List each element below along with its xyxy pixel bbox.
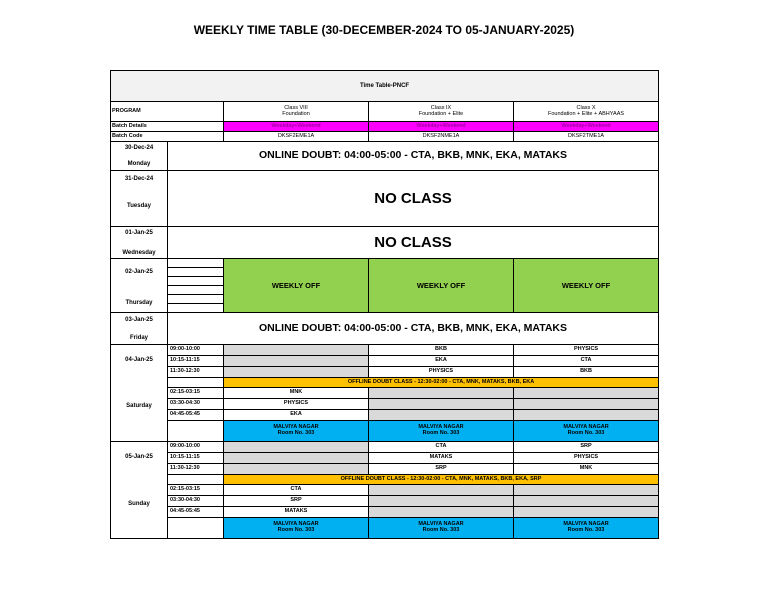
time-cell: 09:00-10:00 — [168, 442, 224, 453]
class-viii-header: Class VIII Foundation — [224, 102, 369, 122]
empty-slot — [514, 507, 659, 518]
empty-slot — [224, 367, 369, 378]
empty-slot — [514, 388, 659, 399]
time-cell: 09:00-10:00 — [168, 345, 224, 356]
empty-slot — [369, 507, 514, 518]
subject-cell: SRP — [369, 464, 514, 475]
empty-slot — [369, 410, 514, 421]
time-cell — [168, 518, 224, 539]
subject-cell: MNK — [224, 388, 369, 399]
venue-viii: MALVIYA NAGAR Room No. 303 — [224, 421, 369, 442]
class-x-header: Class X Foundation + Elite + ABHYAAS — [514, 102, 659, 122]
tuesday-date-cell: 31-Dec-24 Tuesday — [111, 171, 168, 227]
weekly-off-viii: WEEKLY OFF — [224, 259, 369, 313]
empty-slot — [224, 442, 369, 453]
venue-ix: MALVIYA NAGAR Room No. 303 — [369, 518, 514, 539]
empty-slot — [514, 399, 659, 410]
subject-cell: MATAKS — [224, 507, 369, 518]
sunday-date-cell: 05-Jan-25 Sunday — [111, 442, 168, 539]
venue-ix: MALVIYA NAGAR Room No. 303 — [369, 421, 514, 442]
subject-cell: PHYSICS — [514, 453, 659, 464]
saturday-offline-doubt: OFFLINE DOUBT CLASS - 12:30-02:00 - CTA, MNK, MATAKS, BKB, EKA — [224, 378, 659, 388]
time-cell: 11:30-12:30 — [168, 367, 224, 378]
batch-details-viii: Weekday+Weekend — [224, 122, 369, 132]
empty-slot — [369, 388, 514, 399]
time-cell — [168, 295, 224, 304]
subject-cell: CTA — [369, 442, 514, 453]
subject-cell: MATAKS — [369, 453, 514, 464]
time-cell — [168, 259, 224, 268]
batch-code-viii: DKSF2EME1A — [224, 132, 369, 142]
timetable — [110, 70, 659, 539]
batch-code-ix: DKSF2NME1A — [369, 132, 514, 142]
empty-slot — [514, 410, 659, 421]
wednesday-note: NO CLASS — [168, 227, 659, 259]
subject-cell: BKB — [369, 345, 514, 356]
time-cell: 02:15-03:15 — [168, 388, 224, 399]
subject-cell: EKA — [369, 356, 514, 367]
empty-slot — [224, 356, 369, 367]
time-cell — [168, 277, 224, 286]
empty-slot — [369, 485, 514, 496]
subject-cell: CTA — [514, 356, 659, 367]
subject-cell: MNK — [514, 464, 659, 475]
empty-slot — [224, 453, 369, 464]
empty-slot — [369, 496, 514, 507]
subject-cell: PHYSICS — [224, 399, 369, 410]
subject-cell: PHYSICS — [514, 345, 659, 356]
venue-x: MALVIYA NAGAR Room No. 303 — [514, 518, 659, 539]
time-cell: 02:15-03:15 — [168, 485, 224, 496]
friday-note: ONLINE DOUBT: 04:00-05:00 - CTA, BKB, MNK, EKA, MATAKS — [168, 313, 659, 345]
time-cell: 04:45-05:45 — [168, 410, 224, 421]
batch-code-label: Batch Code — [111, 132, 224, 142]
time-cell: 11:30-12:30 — [168, 464, 224, 475]
time-cell — [168, 268, 224, 277]
venue-viii: MALVIYA NAGAR Room No. 303 — [224, 518, 369, 539]
time-cell — [168, 286, 224, 295]
time-cell: 04:45-05:45 — [168, 507, 224, 518]
subject-cell: PHYSICS — [369, 367, 514, 378]
empty-slot — [224, 464, 369, 475]
saturday-date-cell: 04-Jan-25 Saturday — [111, 345, 168, 442]
time-cell — [168, 378, 224, 388]
batch-details-ix: Weekday+Weekend — [369, 122, 514, 132]
venue-x: MALVIYA NAGAR Room No. 303 — [514, 421, 659, 442]
subject-cell: BKB — [514, 367, 659, 378]
table-title: Time Table-PNCF — [111, 71, 659, 102]
empty-slot — [514, 496, 659, 507]
batch-details-label: Batch Details — [111, 122, 224, 132]
friday-date-cell: 03-Jan-25 Friday — [111, 313, 168, 345]
subject-cell: CTA — [224, 485, 369, 496]
weekly-off-ix: WEEKLY OFF — [369, 259, 514, 313]
subject-cell: SRP — [224, 496, 369, 507]
time-cell — [168, 421, 224, 442]
wednesday-date-cell: 01-Jan-25 Wednesday — [111, 227, 168, 259]
monday-note: ONLINE DOUBT: 04:00-05:00 - CTA, BKB, MNK, EKA, MATAKS — [168, 142, 659, 171]
document-title: WEEKLY TIME TABLE (30-DECEMBER-2024 TO 05-JANUARY-2025) — [193, 23, 575, 37]
time-cell — [168, 475, 224, 485]
batch-code-x: DKSF2TME1A — [514, 132, 659, 142]
tuesday-note: NO CLASS — [168, 171, 659, 227]
empty-slot — [224, 345, 369, 356]
empty-slot — [514, 485, 659, 496]
subject-cell: SRP — [514, 442, 659, 453]
monday-date-cell: 30-Dec-24 Monday — [111, 142, 168, 171]
class-ix-header: Class IX Foundation + Elite — [369, 102, 514, 122]
subject-cell: EKA — [224, 410, 369, 421]
batch-details-x: Weekday+Weekend — [514, 122, 659, 132]
weekly-off-x: WEEKLY OFF — [514, 259, 659, 313]
program-label: PROGRAM — [111, 102, 224, 122]
time-cell: 10:15-11:15 — [168, 356, 224, 367]
time-cell: 10:15-11:15 — [168, 453, 224, 464]
sunday-offline-doubt: OFFLINE DOUBT CLASS - 12:30-02:00 - CTA, MNK, MATAKS, BKB, EKA, SRP — [224, 475, 659, 485]
empty-slot — [369, 399, 514, 410]
time-cell: 03:30-04:30 — [168, 399, 224, 410]
thursday-date-cell: 02-Jan-25 Thursday — [111, 259, 168, 313]
time-cell — [168, 304, 224, 313]
time-cell: 03:30-04:30 — [168, 496, 224, 507]
